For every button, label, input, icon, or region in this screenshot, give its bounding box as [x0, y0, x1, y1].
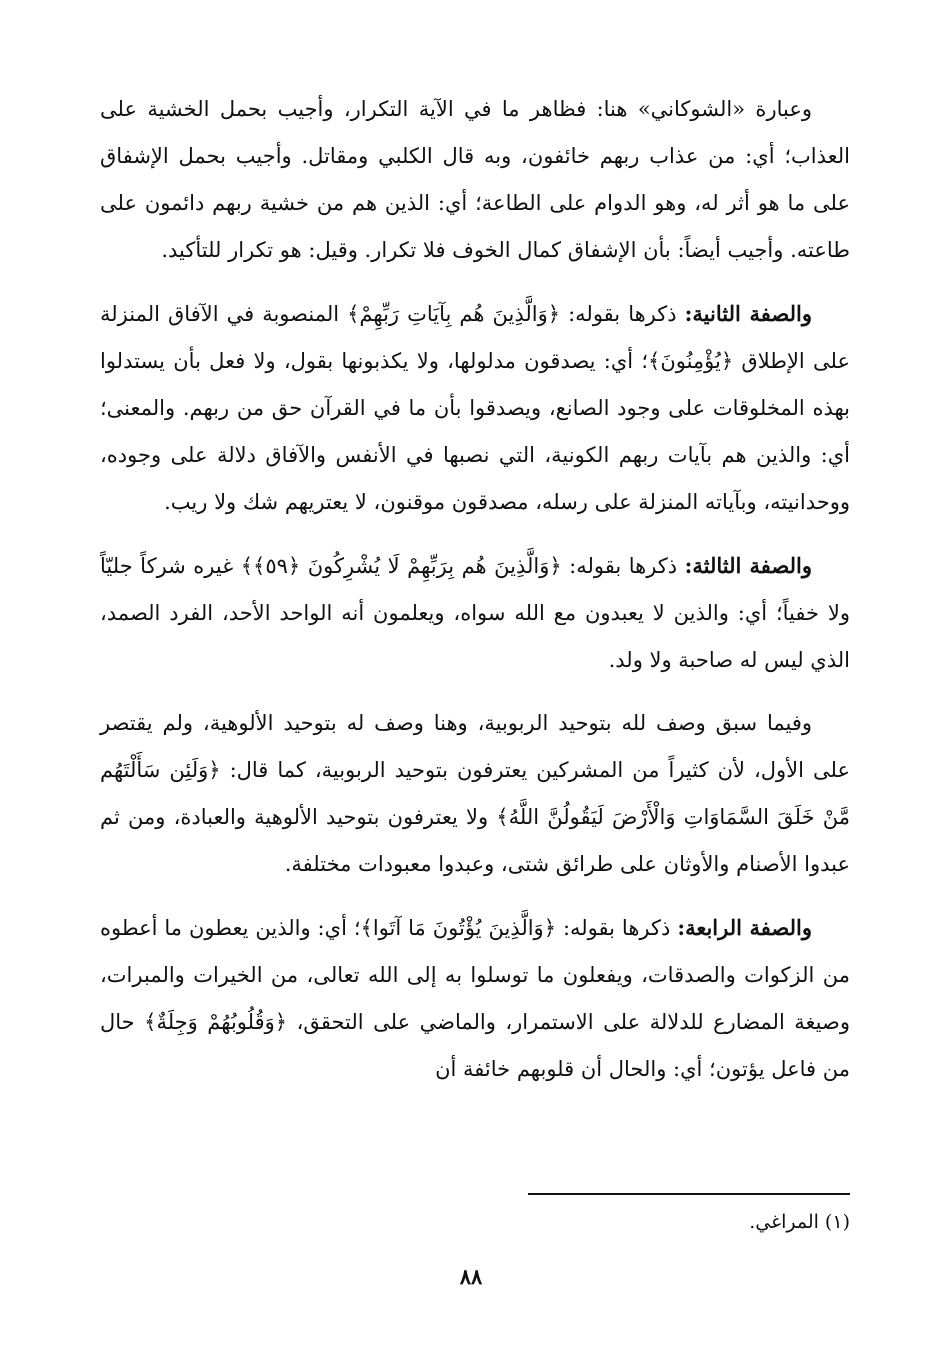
footnote: (١) المراغي. [749, 1211, 850, 1233]
body-text [100, 86, 850, 1109]
paragraph-text: وعبارة «الشوكاني» هنا: فظاهر ما في الآية التكرار، وأجيب بحمل الخشية على العذاب؛ أي: من عذاب ربهم خائفون، وبه قال الكلبي ومقاتل. وأجيب بحمل الإشفاق على ما هو أثر له، وهو الدوام على الطاعة؛ أي: الذين هم من خشية ربهم دائمون على طاعته. وأجيب أيضاً: بأن الإشفاق كمال الخوف فلا تكرار. وقيل: هو تكرار للتأكيد. [100, 97, 850, 262]
paragraph-heading: والصفة الرابعة: [677, 915, 812, 940]
paragraph-4 [100, 700, 850, 888]
paragraph-heading: والصفة الثالثة: [684, 553, 812, 578]
paragraph-text: ذكرها بقوله: ﴿وَالَّذِينَ هُم بِآيَاتِ رَبِّهِمْ﴾ المنصوبة في الآفاق المنزلة على الإطلاق ﴿يُؤْمِنُونَ﴾؛ أي: يصدقون مدلولها، ولا يكذبونها بقول، ولا فعل بأن يستدلوا بهذه المخلوقات على وجود الصانع، ويصدقوا بأن ما في القرآن حق من ربهم. والمعنى؛ أي: والذين هم بآيات ربهم الكونية، التي نصبها في الأنفس والآفاق دلالة على وجوده، ووحدانيته، وبآياته المنزلة على رسله، مصدقون موقنون، لا يعتريهم شك ولا ريب. [100, 302, 850, 514]
paragraph-text: ذكرها بقوله: ﴿وَالَّذِينَ يُؤْتُونَ مَا آتَوا﴾؛ أي: والذين يعطون ما أعطوه من الزكوات والصدقات، ويفعلون ما توسلوا به إلى الله تعالى، من الخيرات والمبرات، وصيغة المضارع للدلالة على الاستمرار، والماضي على التحقق، ﴿وَقُلُوبُهُمْ وَجِلَةٌ﴾ حال من فاعل يؤتون؛ أي: والحال أن قلوبهم خائفة أن [100, 916, 850, 1081]
paragraph-text: وفيما سبق وصف لله بتوحيد الربوبية، وهنا وصف له بتوحيد الألوهية، ولم يقتصر على الأول، لأن كثيراً من المشركين يعترفون بتوحيد الربوبية، كما قال: ﴿وَلَئِن سَأَلْتَهُم مَّنْ خَلَقَ السَّمَاوَاتِ وَالْأَرْضَ لَيَقُولُنَّ اللَّهُ﴾ ولا يعترفون بتوحيد الألوهية والعبادة، ومن ثم عبدوا الأصنام والأوثان على طرائق شتى، وعبدوا معبودات مختلفة. [100, 711, 850, 876]
paragraph-2 [100, 290, 850, 526]
paragraph-heading: والصفة الثانية: [684, 301, 812, 326]
paragraph-1 [100, 86, 850, 274]
page-number: ٨٨ [459, 1264, 483, 1289]
footnote-divider [528, 1193, 850, 1195]
paragraph-3 [100, 542, 850, 684]
paragraph-5 [100, 904, 850, 1093]
paragraph-text: ذكرها بقوله: ﴿وَالَّذِينَ هُم بِرَبِّهِمْ لَا يُشْرِكُونَ ﴿٥٩﴾﴾ غيره شركاً جليّاً ولا خفياً؛ أي: والذين لا يعبدون مع الله سواه، ويعلمون أنه الواحد الأحد، الفرد الصمد، الذي ليس له صاحبة ولا ولد. [100, 554, 850, 672]
